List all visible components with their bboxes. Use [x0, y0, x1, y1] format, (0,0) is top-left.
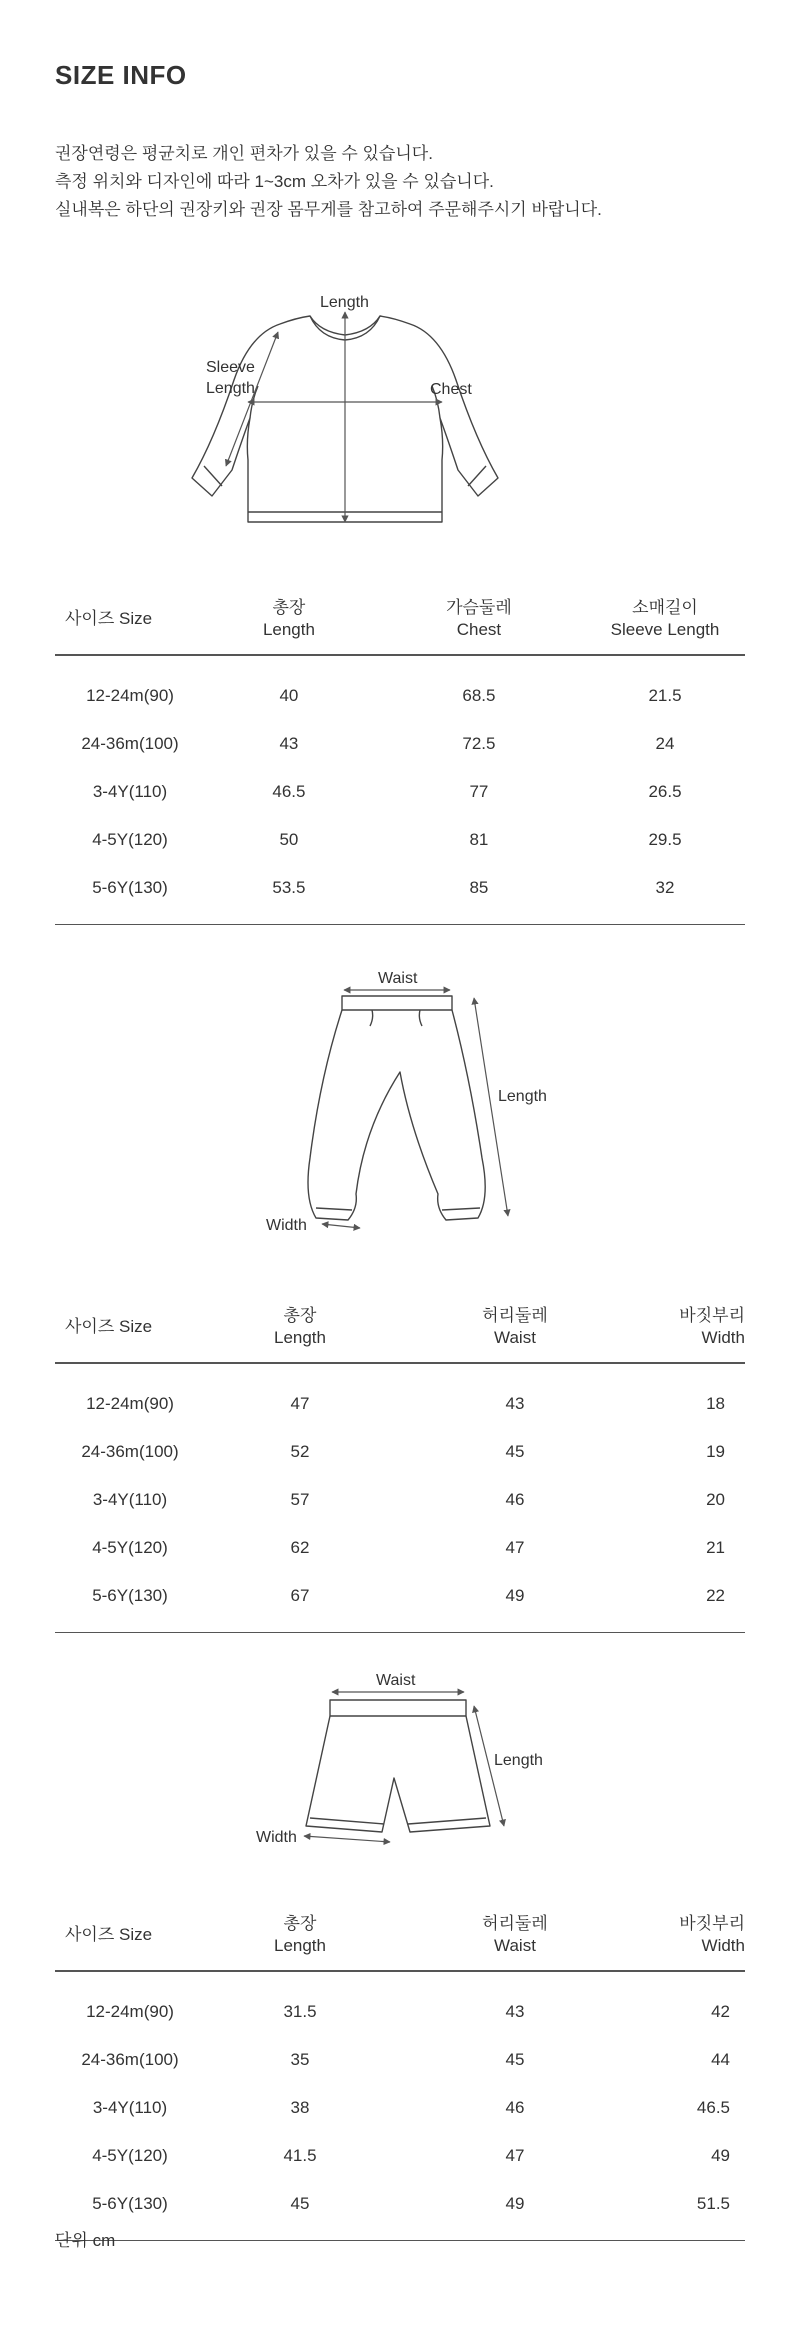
width-header: 바짓부리 Width — [635, 1900, 745, 1971]
table-row: 12-24m(90) 31.5 43 42 — [86, 2002, 730, 2021]
table-row: 4-5Y(120) 50 81 29.5 — [92, 830, 682, 849]
shorts-size-table — [55, 1900, 745, 2241]
top-sleeve-label-line2: Length — [206, 380, 255, 397]
table-row: 24-36m(100) 43 72.5 24 — [81, 734, 675, 753]
size-header: 사이즈 Size — [55, 584, 205, 655]
width-header: 바짓부리 Width — [635, 1292, 745, 1363]
shorts-diagram — [250, 1672, 570, 1852]
table-row: 12-24m(90) 40 68.5 21.5 — [86, 686, 682, 705]
top-size-table — [55, 584, 745, 925]
table-row: 24-36m(100) 35 45 44 — [81, 2050, 730, 2069]
table-row: 4-5Y(120) 41.5 47 49 — [92, 2146, 730, 2165]
table-row: 12-24m(90) 47 43 18 — [86, 1394, 725, 1413]
table-row: 5-6Y(130) 53.5 85 32 — [92, 878, 675, 897]
unit-note: 단위 cm — [55, 2231, 116, 2250]
length-header: 총장 Length — [205, 584, 373, 655]
table-row: 3-4Y(110) 57 46 20 — [92, 1490, 725, 1509]
table-row: 24-36m(100) 52 45 19 — [81, 1442, 725, 1461]
chest-header: 가슴둘레 Chest — [373, 584, 585, 655]
table-header-row — [55, 1900, 745, 1971]
sweatshirt-diagram-icon — [180, 290, 580, 540]
note-line: 실내복은 하단의 권장키와 권장 몸무게를 참고하여 주문해주시기 바랍니다. — [55, 200, 602, 219]
sleeve-length-header: 소매길이 Sleeve Length — [585, 584, 745, 655]
pants-diagram — [260, 968, 560, 1238]
table-row: 3-4Y(110) 38 46 46.5 — [92, 2098, 730, 2117]
waist-header: 허리둘레 Waist — [395, 1292, 635, 1363]
page-title: SIZE INFO — [55, 60, 187, 90]
jogger-pants-diagram-icon — [260, 968, 560, 1238]
table-row: 4-5Y(120) 62 47 21 — [92, 1538, 725, 1557]
waist-header: 허리둘레 Waist — [395, 1900, 635, 1971]
shorts-waist-label: Waist — [376, 1672, 416, 1689]
pants-width-label: Width — [266, 1217, 307, 1234]
note-line: 측정 위치와 디자인에 따라 1~3cm 오차가 있을 수 있습니다. — [55, 172, 494, 191]
table-row: 3-4Y(110) 46.5 77 26.5 — [92, 782, 682, 801]
table-header-row — [55, 584, 745, 655]
size-header: 사이즈 Size — [55, 1900, 205, 1971]
top-diagram — [180, 290, 580, 540]
top-length-label: Length — [320, 294, 369, 311]
pants-waist-label: Waist — [378, 970, 418, 987]
length-header: 총장 Length — [205, 1292, 395, 1363]
top-sleeve-label-line1: Sleeve — [206, 359, 255, 376]
size-header: 사이즈 Size — [55, 1292, 205, 1363]
pants-length-label: Length — [498, 1088, 547, 1105]
size-notes — [55, 140, 602, 224]
length-header: 총장 Length — [205, 1900, 395, 1971]
table-row: 5-6Y(130) 67 49 22 — [92, 1586, 725, 1605]
shorts-width-label: Width — [256, 1829, 297, 1846]
pants-size-table — [55, 1292, 745, 1633]
shorts-length-label: Length — [494, 1752, 543, 1769]
shorts-diagram-icon — [250, 1672, 570, 1852]
note-line: 권장연령은 평균치로 개인 편차가 있을 수 있습니다. — [55, 144, 433, 163]
table-row: 5-6Y(130) 45 49 51.5 — [92, 2194, 730, 2213]
table-header-row — [55, 1292, 745, 1363]
top-chest-label: Chest — [430, 381, 472, 398]
